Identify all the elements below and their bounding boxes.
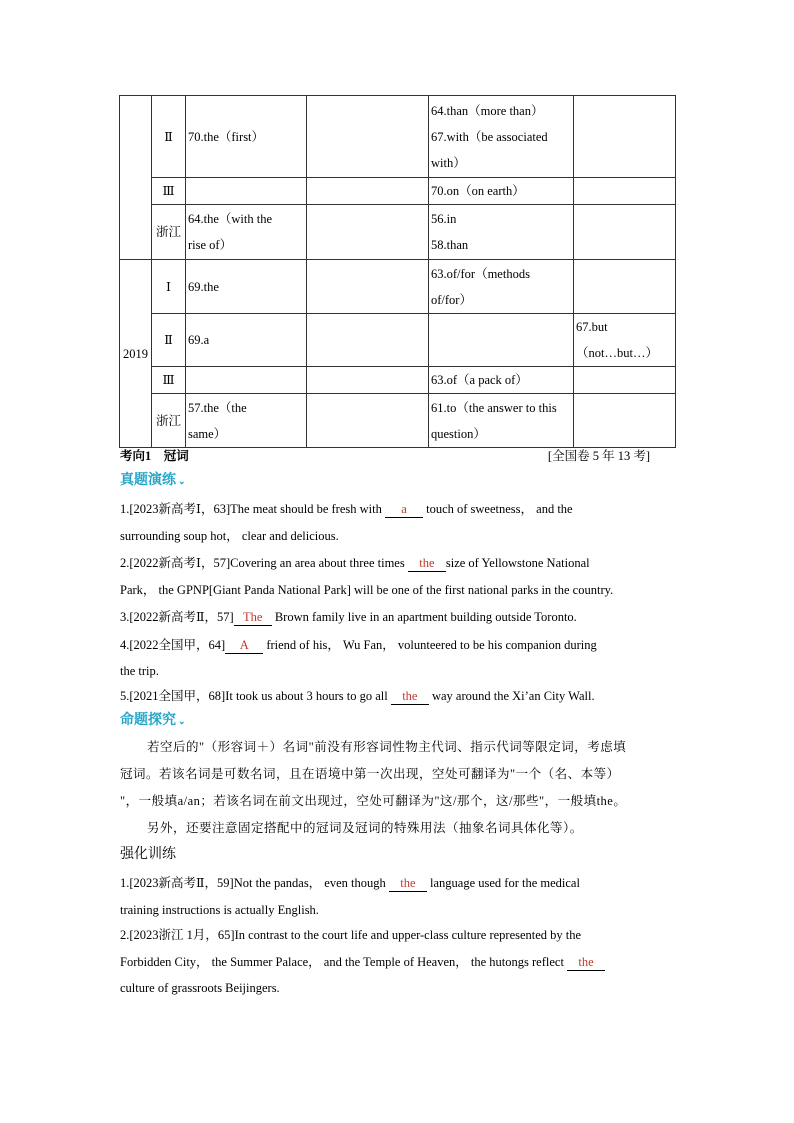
question-text: Forbidden City， the Summer Palace， and the Temple of Heaven， the hutongs reflect [120,955,568,969]
cell-line: 58.than [431,238,469,252]
table-row [120,367,676,394]
chevron-down-icon: ⌄ [178,716,186,726]
year-cell: 2019 [120,260,152,448]
question-text: 2.[2022新高考Ⅰ，57]Covering an area about three times [120,556,408,570]
cell-line: rise of） [188,238,233,252]
answer-cell [574,260,676,314]
explore-text-line: 若空后的"（形容词＋）名词"前没有形容词性物主代词、指示代词等限定词，考虑填 [147,740,627,754]
question-text: way around the Xi’an City Wall. [428,689,595,703]
cell-line: 64.than（more than） [431,103,544,118]
question-text: language used for the medical [426,876,580,890]
answer-cell [307,314,429,367]
chevron-down-icon: ⌄ [178,476,186,486]
answer-cell [186,314,307,367]
question-line [120,608,577,626]
paper-cell: Ⅱ [152,96,186,178]
cell-line: 63.of（a pack of） [431,373,528,387]
cell-line: with） [431,155,466,170]
cell-line: 64.the（with the [188,212,273,226]
drill-heading: 强化训练 [120,847,176,862]
question-text: training instructions is actually English. [120,903,319,917]
cell-line: 61.to（the answer to this [431,400,557,415]
question-text: 4.[2022全国甲，64] [120,638,226,652]
question-line [120,527,339,545]
answer-cell [186,178,307,205]
cell-line: same） [188,426,227,441]
question-line [120,581,613,599]
cell-line: 69.the [188,279,219,294]
year-cell [120,96,152,260]
answer-cell [574,394,676,448]
question-text: surrounding soup hot， clear and delicious. [120,529,339,543]
question-line [120,901,319,919]
cell-line: 63.of/for（methods [431,266,530,281]
cell-line: 69.a [188,333,210,347]
cell-line: 57.the（the [188,400,247,415]
table-row [120,394,676,448]
answer-cell [186,205,307,260]
question-text: the trip. [120,664,159,678]
answer-cell [429,96,574,178]
answer-cell [307,367,429,394]
cell-line: 70.the（first） [188,129,265,144]
section-heading [120,447,650,465]
answer-blank: the [408,556,446,572]
answer-cell [429,314,574,367]
answer-cell [429,367,574,394]
practice-heading [120,472,186,490]
table-row [120,314,676,367]
section-stat: [全国卷 5 年 13 考] [547,449,650,463]
table-row [120,178,676,205]
answer-blank: the [391,689,429,705]
cell-line: （not…but…） [576,346,658,360]
question-text: 2.[2023浙江 1月，65]In contrast to the court life and upper-class culture represented by the [120,928,582,942]
table-row [120,205,676,260]
cell-line: 67.but [576,320,608,334]
question-line [120,687,595,705]
answer-cell [574,367,676,394]
answer-blank: a [385,502,423,518]
question-line [120,554,590,572]
answer-cell [574,96,676,178]
paper-cell: Ⅲ [152,178,186,205]
question-line [120,636,597,654]
question-line [120,979,280,997]
paper-cell: 浙江 [152,205,186,260]
paper-cell: 浙江 [152,394,186,448]
question-text: 1.[2023新高考Ⅱ，59]Not the pandas， even though [120,876,389,890]
question-text: Brown family live in an apartment building outside Toronto. [271,610,577,624]
cell-line: of/for） [431,292,472,307]
answer-cell [429,178,574,205]
question-text: friend of his， Wu Fan， volunteered to be his companion during [263,638,597,652]
question-text: touch of sweetness， and the [422,502,573,516]
answer-cell [186,260,307,314]
question-line [120,662,159,680]
cell-line: question） [431,426,486,441]
answer-cell [429,260,574,314]
answer-cell [186,367,307,394]
explore-heading-label: 命题探究 [120,713,176,729]
answer-cell [574,205,676,260]
answer-cell [429,205,574,260]
answer-blank: the [389,876,427,892]
cell-line: 70.on（on earth） [431,184,525,198]
answer-blank: The [234,610,272,626]
explore-text-line: "，一般填a/an；若该名词在前文出现过，空处可翻译为"这/那个，这/那些"，一般填the。 [120,794,627,808]
answer-blank: A [225,638,263,654]
answer-cell [307,205,429,260]
answer-cell [574,314,676,367]
table-row [120,260,676,314]
question-line [120,953,605,971]
question-text: 3.[2022新高考Ⅱ，57] [120,610,234,624]
paper-cell: Ⅲ [152,367,186,394]
answer-blank: the [567,955,605,971]
answer-cell [574,178,676,205]
table-row [120,96,676,178]
question-line [120,926,581,944]
question-text: 5.[2021全国甲，68]It took us about 3 hours to go all [120,689,391,703]
question-text: 1.[2023新高考Ⅰ，63]The meat should be fresh with [120,502,385,516]
answer-cell [307,178,429,205]
answer-cell [186,96,307,178]
question-text: size of Yellowstone National [445,556,590,570]
practice-heading-label: 真题演练 [120,473,176,489]
paper-cell: Ⅰ [152,260,186,314]
question-text: culture of grassroots Beijingers. [120,981,280,995]
grammar-table [119,95,676,448]
answer-cell [307,96,429,178]
explore-text-line: 冠词。若该名词是可数名词，且在语境中第一次出现，空处可翻译为"一个（名、本等） [120,767,620,781]
cell-line: 67.with（be associated [431,129,548,144]
cell-line: 56.in [431,212,457,226]
question-text: Park， the GPNP[Giant Panda National Park] will be one of the first national parks in the country. [120,583,614,597]
paper-cell: Ⅱ [152,314,186,367]
answer-cell [429,394,574,448]
answer-cell [307,394,429,448]
answer-cell [186,394,307,448]
question-line [120,874,580,892]
answer-cell [307,260,429,314]
section-title: 考向1 冠词 [120,449,189,463]
explore-heading [120,712,186,730]
explore-text-line: 另外，还要注意固定搭配中的冠词及冠词的特殊用法（抽象名词具体化等）。 [147,821,583,835]
question-line [120,500,573,518]
